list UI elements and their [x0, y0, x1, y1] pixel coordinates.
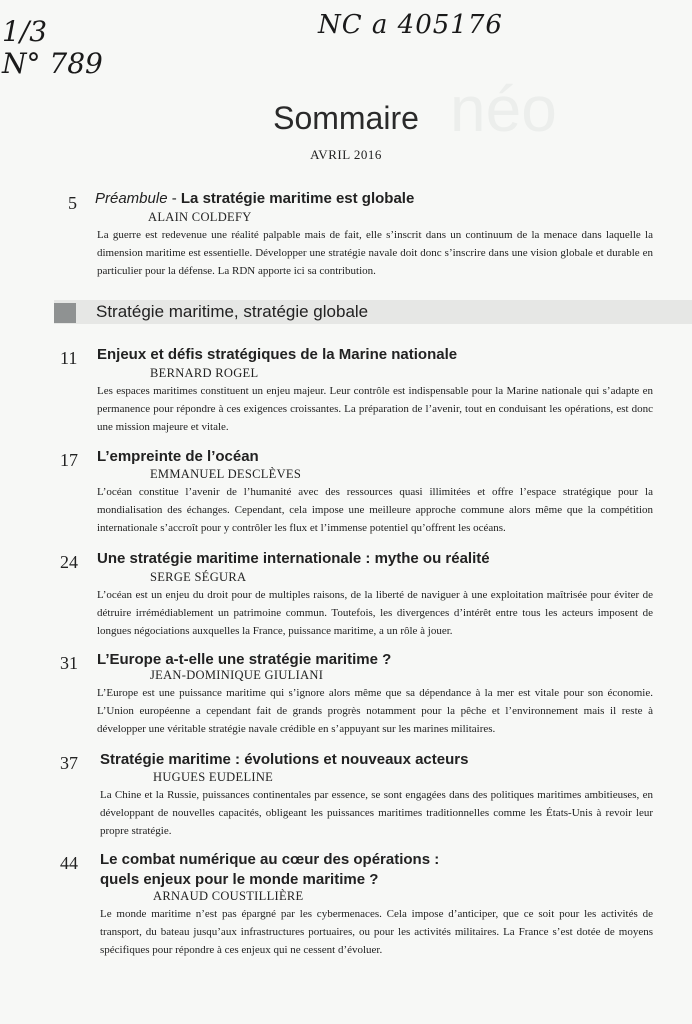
- entry-author: ARNAUD COUSTILLIÈRE: [153, 889, 304, 903]
- preamble-label: Préambule: [95, 190, 168, 207]
- entry-author: EMMANUEL DESCLÈVES: [150, 467, 302, 481]
- page-number: 44: [60, 853, 78, 873]
- title-separator: -: [167, 190, 181, 207]
- entry-title-line2: quels enjeux pour le monde maritime ?: [100, 871, 379, 888]
- section-header: [54, 300, 692, 324]
- entry-title: [95, 189, 414, 208]
- section-marker: [54, 303, 76, 323]
- page-number: 24: [60, 552, 78, 572]
- watermark-logo: néo: [450, 73, 557, 145]
- page-number: 5: [68, 193, 77, 213]
- entry-abstract: L’océan constitue l’avenir de l’humanité avec des ressources quasi illimitées et offre l’espace stratégique pour la mondialisation des échanges. Cependant, cela impose une meilleure approche commune alors même que la compétition internationale s’accroît pour y contrôler les flux et l’immense potentiel qu’offrent les océans.: [97, 486, 653, 534]
- preamble-title: La stratégie maritime est globale: [180, 190, 415, 207]
- entry-abstract: La Chine et la Russie, puissances continentales par essence, se sont engagées dans des politiques maritimes ambitieuses, en développant de nouvelles capacités, obligeant les puissances maritimes traditionnelles comme les États-Unis à revoir leur propre stratégie.: [100, 789, 653, 837]
- entry-title: Une stratégie maritime internationale : mythe ou réalité: [97, 550, 490, 567]
- page-number: 17: [60, 450, 78, 470]
- entry-title: Le combat numérique au cœur des opérations :: [100, 851, 440, 868]
- entry-title: Stratégie maritime : évolutions et nouveaux acteurs: [100, 751, 469, 768]
- entry-author: ALAIN COLDEFY: [148, 210, 252, 224]
- entry-abstract: La guerre est redevenue une réalité palpable mais de fait, elle s’inscrit dans un continuum de la menace dans laquelle la dimension maritime est essentielle. Développer une stratégie navale doit donc s’inscrire dans une vision globale et durable en particulier pour la défense. La RDN apporte ici sa contribution.: [97, 229, 653, 277]
- entry-author: JEAN-DOMINIQUE GIULIANI: [150, 668, 324, 682]
- entry-abstract: L’océan est un enjeu du droit pour de multiples raisons, de la liberté de naviguer à une exploitation maîtrisée pour éviter de détruire irrémédiablement un patrimoine commun. Toutefois, les divergences d’intérêt entre tous les acteurs imposent de longues négociations auxquelles la France, puissance maritime, a un rôle à jouer.: [97, 589, 653, 637]
- page-title: Sommaire: [273, 100, 419, 136]
- entry-abstract: L’Europe est une puissance maritime qui s’ignore alors même que sa dépendance à la mer est vitale pour son économie. L’Union européenne a cependant fait de grands progrès notamment pour la pêche et l’environnement mais il reste à développer une véritable stratégie navale crédible en s’appuyant sur les marines militaires.: [97, 687, 653, 735]
- page-number: 37: [60, 753, 78, 773]
- issue-date: AVRIL 2016: [310, 147, 382, 162]
- handwritten-annotation-left: 1/3 N° 789: [2, 15, 103, 81]
- page-number: 11: [60, 348, 78, 368]
- handwritten-annotation-top: NC a 405176: [318, 10, 503, 40]
- entry-author: BERNARD ROGEL: [150, 366, 259, 380]
- page-number: 31: [60, 653, 78, 673]
- entry-title: Enjeux et défis stratégiques de la Marine nationale: [97, 346, 458, 363]
- entry-abstract: Les espaces maritimes constituent un enjeu majeur. Leur contrôle est indispensable pour la Marine nationale qui s’adapte en permanence pour répondre à ces exigences croissantes. La préparation de l’avenir, tout en conduisant les opérations, est donc une mission majeure et vitale.: [97, 385, 653, 433]
- entry-title: L’Europe a-t-elle une stratégie maritime ?: [97, 651, 392, 668]
- entry-abstract: Le monde maritime n’est pas épargné par les cybermenaces. Cela impose d’anticiper, que ce soit pour les activités de transport, du bateau jusqu’aux infrastructures portuaires, ou pour les activités militaires. La France s’est dotée de moyens spécifiques pour répondre à ces enjeux qui ne cessent d’évoluer.: [100, 908, 653, 956]
- entry-title: L’empreinte de l’océan: [97, 448, 259, 465]
- entry-author: HUGUES EUDELINE: [153, 770, 274, 784]
- entry-author: SERGE SÉGURA: [150, 570, 247, 584]
- section-title: Stratégie maritime, stratégie globale: [96, 302, 369, 321]
